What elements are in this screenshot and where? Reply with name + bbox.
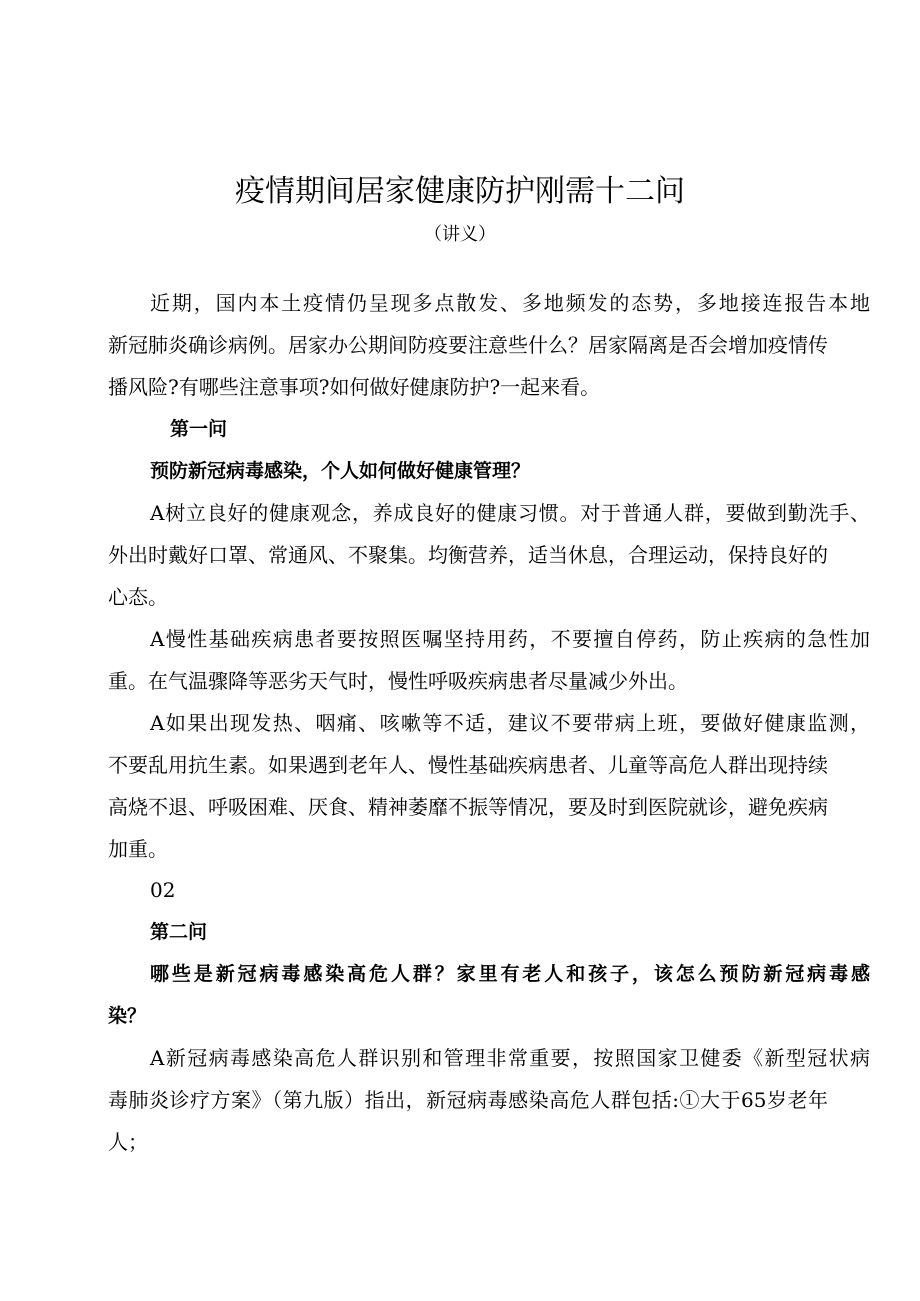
answer-line: A树立良好的健康观念，养成良好的健康习惯。对于普通人群，要做到勤洗手、: [150, 501, 870, 525]
answer-line: A慢性基础疾病患者要按照医嘱坚持用药，不要擅自停药，防止疾病的急性加: [150, 627, 870, 651]
question-q1: 预防新冠病毒感染，个人如何做好健康管理？: [150, 460, 531, 482]
answer-line: 加重。: [108, 837, 168, 861]
section-number: 02: [150, 878, 176, 902]
intro-line: 新冠肺炎确诊病例。居家办公期间防疫要注意些什么？居家隔离是否会增加疫情传: [108, 333, 828, 357]
answer-line: 重。在气温骤降等恶劣天气时，慢性呼吸疾病患者尽量减少外出。: [108, 669, 688, 693]
intro-line: 播风险?有哪些注意事项?如何做好健康防护?一起来看。: [108, 375, 601, 399]
question-q2-cont: 染？: [108, 1005, 147, 1027]
section-heading-q1: 第一问: [170, 418, 228, 440]
answer-line: 心态。: [108, 585, 168, 609]
document-title: 疫情期间居家健康防护刚需十二问: [235, 174, 685, 209]
answer-line: A新冠病毒感染高危人群识别和管理非常重要，按照国家卫健委《新型冠状病: [150, 1046, 870, 1070]
answer-line: 高烧不退、呼吸困难、厌食、精神萎靡不振等情况，要及时到医院就诊，避免疾病: [108, 795, 828, 819]
answer-line: 人；: [108, 1130, 148, 1154]
answer-line: 不要乱用抗生素。如果遇到老年人、慢性基础疾病患者、儿童等高危人群出现持续: [108, 753, 828, 777]
intro-line: 近期，国内本土疫情仍呈现多点散发、多地频发的态势，多地接连报告本地: [150, 291, 870, 315]
answer-line: 外出时戴好口罩、常通风、不聚集。均衡营养，适当休息，合理运动，保持良好的: [108, 543, 828, 567]
question-q2: 哪些是新冠病毒感染高危人群？家里有老人和孩子，该怎么预防新冠病毒感: [150, 963, 870, 985]
section-heading-q2: 第二问: [150, 921, 208, 943]
answer-line: A如果出现发热、咽痛、咳嗽等不适，建议不要带病上班，要做好健康监测，: [150, 711, 870, 735]
document-subtitle: （讲义）: [424, 224, 496, 245]
answer-line: 毒肺炎诊疗方案》（第九版）指出，新冠病毒感染高危人群包括:①大于65岁老年: [108, 1088, 828, 1112]
